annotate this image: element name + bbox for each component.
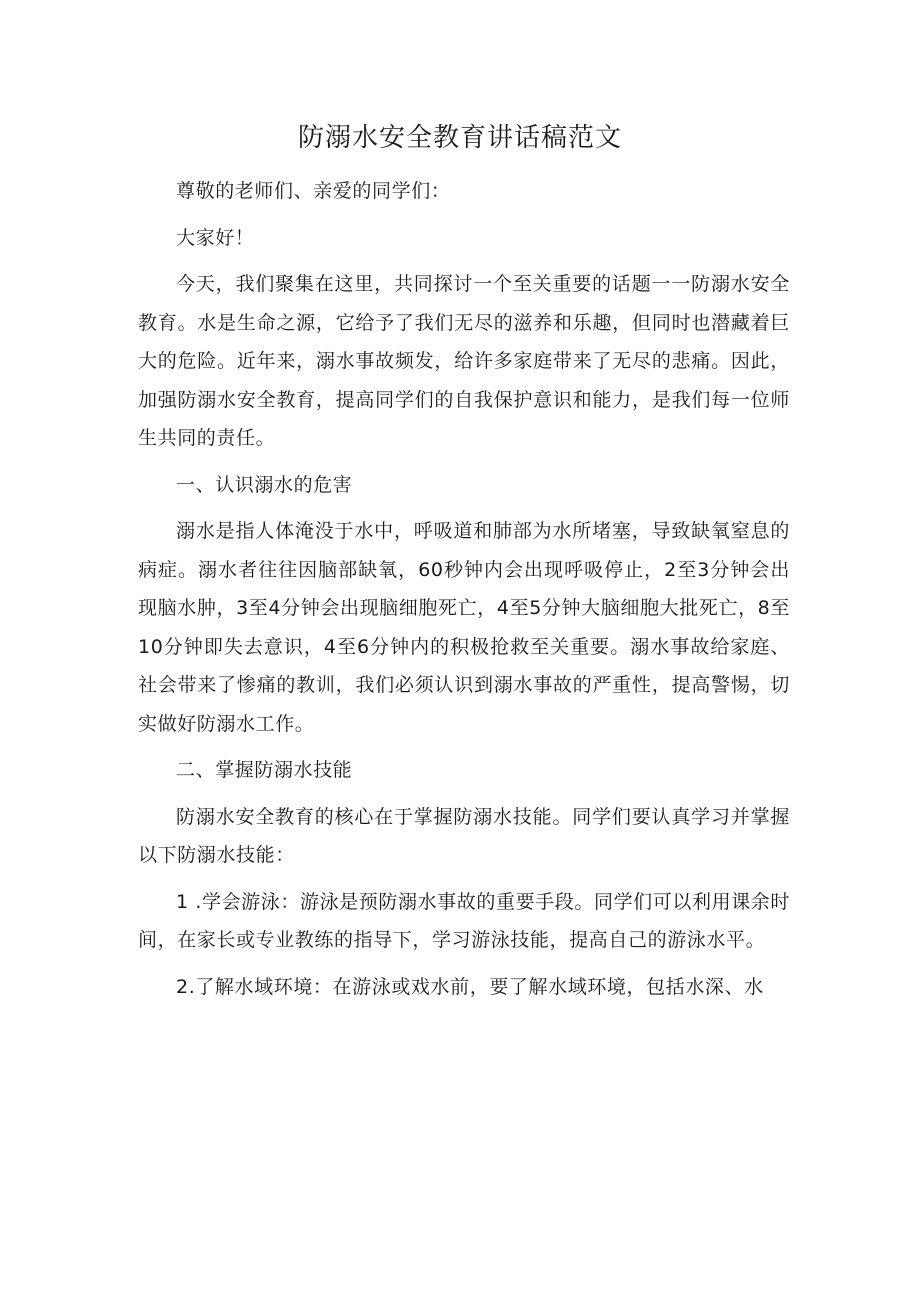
list-item-1: 1 .学会游泳：游泳是预防溺水事故的重要手段。同学们可以利用课余时间，在家长或专业教练的指导下，学习游泳技能，提高自己的游泳水平。	[138, 890, 790, 951]
intro-paragraph: 今天，我们聚集在这里，共同探讨一个至关重要的话题一一防溺水安全教育。水是生命之源，它给予了我们无尽的滋养和乐趣，但同时也潜藏着巨大的危险。近年来，溺水事故频发，给许多家庭带来了无尽的悲痛。因此，加强防溺水安全教育，提高同学们的自我保护意识和能力，是我们每一位师生共同的责任。	[138, 273, 790, 449]
section-1-paragraph: 溺水是指人体淹没于水中，呼吸道和肺部为水所堵塞，导致缺氧窒息的病症。溺水者往往因脑部缺氧，60秒钟内会出现呼吸停止，2至3分钟会出现脑水肿，3至4分钟会出现脑细胞死亡，4至5分钟大脑细胞大批死亡，8至10分钟即失去意识，4至6分钟内的积极抢救至关重要。溺水事故给家庭、社会带来了惨痛的教训，我们必须认识到溺水事故的严重性，提高警惕，切实做好防溺水工作。	[138, 520, 790, 735]
salutation: 尊敬的老师们、亲爱的同学们：	[176, 180, 451, 202]
list-item-2: 2.了解水域环境：在游泳或戏水前，要了解水域环境，包括水深、水	[176, 975, 764, 998]
greeting: 大家好！	[176, 226, 255, 249]
section-heading-2: 二、掌握防溺水技能	[176, 759, 353, 781]
document-title: 防溺水安全教育讲话稿范文	[297, 123, 622, 153]
section-heading-1: 一、认识溺水的危害	[176, 473, 353, 496]
section-2-intro: 防溺水安全教育的核心在于掌握防溺水技能。同学们要认真学习并掌握以下防溺水技能：	[138, 805, 790, 866]
document-body	[138, 172, 790, 1014]
